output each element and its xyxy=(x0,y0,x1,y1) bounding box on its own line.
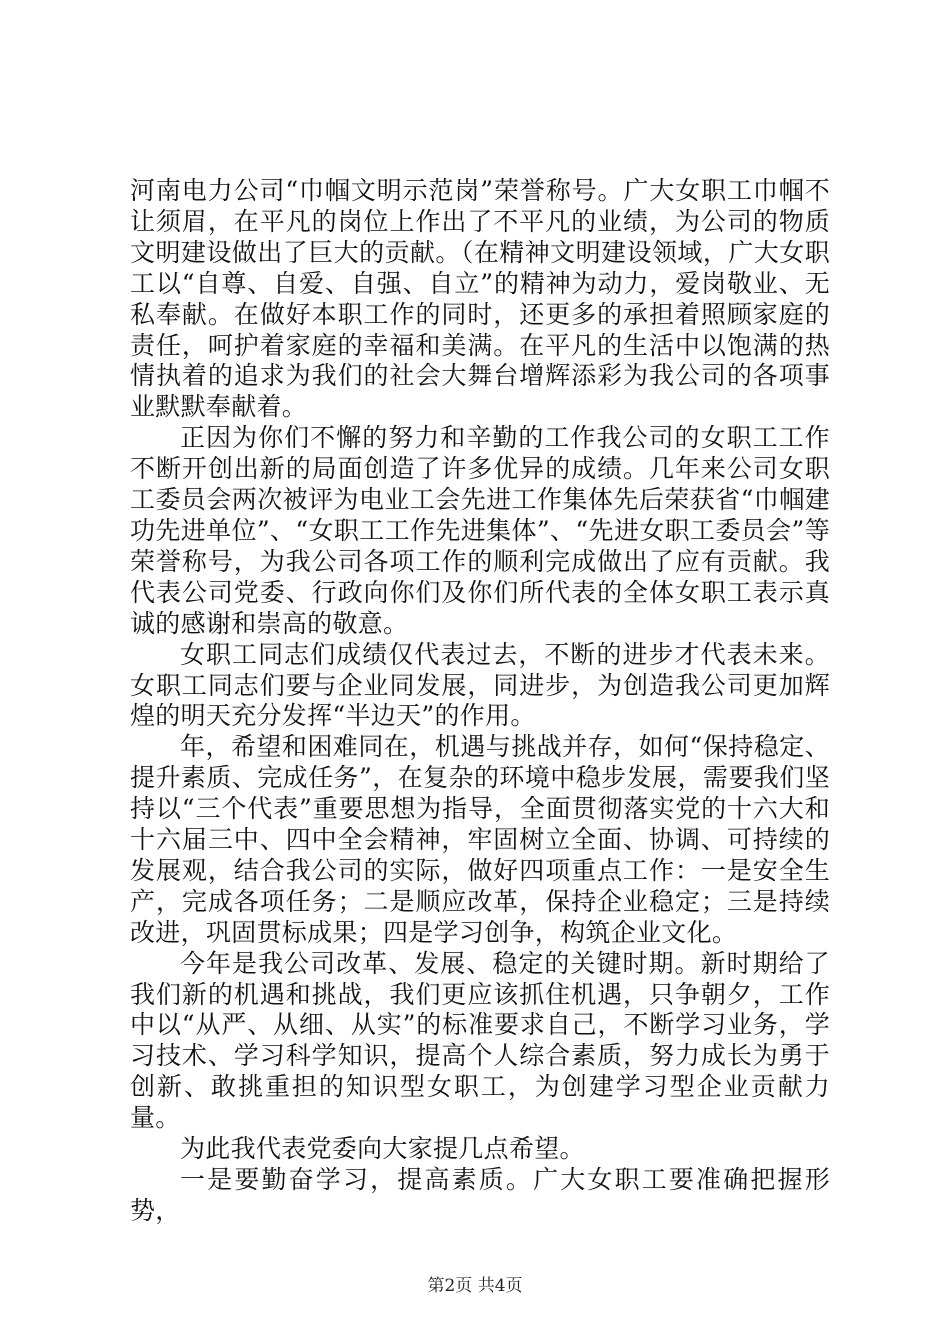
paragraph-1: 河南电力公司“巾帼文明示范岗”荣誉称号。广大女职工巾帼不让须眉，在平凡的岗位上作出了不平凡的业绩，为公司的物质文明建设做出了巨大的贡献。（在精神文明建设领域，广大女职工以“自尊、自爱、自强、自立”的精神为动力，爱岗敬业、无私奉献。在做好本职工作的同时，还更多的承担着照顾家庭的责任，呵护着家庭的幸福和美满。在平凡的生活中以饱满的热情执着的追求为我们的社会大舞台增辉添彩为我公司的各项事业默默奉献着。 xyxy=(130,176,830,422)
paragraph-6: 为此我代表党委向大家提几点希望。 xyxy=(180,1134,585,1164)
document-body xyxy=(130,176,830,1227)
page-number-footer: 第2页 共4页 xyxy=(427,1276,523,1296)
paragraph-5: 今年是我公司改革、发展、稳定的关键时期。新时期给了我们新的机遇和挑战，我们更应该抓住机遇，只争朝夕，工作中以“从严、从细、从实”的标准要求自己，不断学习业务，学习技术、学习科学知识，提高个人综合素质，努力成长为勇于创新、敢挑重担的知识型女职工，为创建学习型企业贡献力量。 xyxy=(130,948,830,1133)
paragraph-2: 正因为你们不懈的努力和辛勤的工作我公司的女职工工作不断开创出新的局面创造了许多优异的成绩。几年来公司女职工委员会两次被评为电业工会先进工作集体先后荣获省“巾帼建功先进单位”、“女职工工作先进集体”、“先进女职工委员会”等荣誉称号，为我公司各项工作的顺利完成做出了应有贡献。我代表公司党委、行政向你们及你们所代表的全体女职工表示真诚的感谢和崇高的敬意。 xyxy=(130,423,830,638)
paragraph-4: 年，希望和困难同在，机遇与挑战并存，如何“保持稳定、提升素质、完成任务”，在复杂的环境中稳步发展，需要我们坚持以“三个代表”重要思想为指导，全面贯彻落实党的十六大和十六届三中、四中全会精神，牢固树立全面、协调、可持续的发展观，结合我公司的实际，做好四项重点工作：一是安全生产，完成各项任务；二是顺应改革，保持企业稳定；三是持续改进，巩固贯标成果；四是学习创争，构筑企业文化。 xyxy=(130,732,830,947)
paragraph-3: 女职工同志们成绩仅代表过去，不断的进步才代表未来。女职工同志们要与企业同发展，同进步，为创造我公司更加辉煌的明天充分发挥“半边天”的作用。 xyxy=(130,639,830,731)
paragraph-7: 一是要勤奋学习，提高素质。广大女职工要准确把握形势， xyxy=(130,1165,830,1225)
